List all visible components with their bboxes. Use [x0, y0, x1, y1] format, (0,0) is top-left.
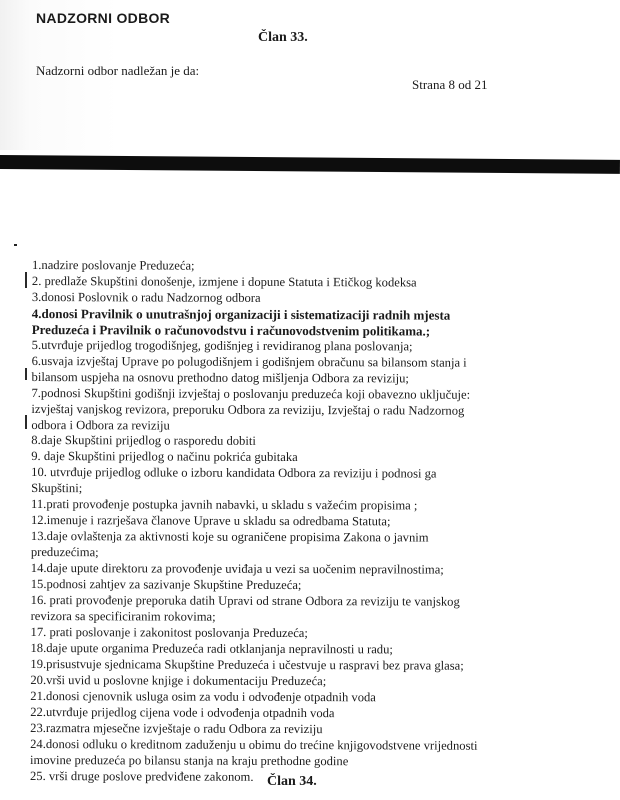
duty-item-line: 8.daje Skupštini prijedlog o rasporedu dobiti — [31, 433, 256, 449]
duty-item-line: izvještaj vanjskog revizora, preporuku Odbora za reviziju, Izvještaj o radu Nadzornog — [31, 401, 465, 418]
scan-divider-band — [0, 155, 620, 174]
duty-item-line: 1.nadzire poslovanje Preduzeća; — [31, 258, 195, 273]
duty-item — [30, 689, 602, 707]
duty-item — [31, 386, 603, 436]
duty-item — [30, 737, 602, 771]
duty-item-line: 23.razmatra mjesečne izvještaje o radu Odbora za reviziju — [30, 720, 323, 736]
next-article-title: Član 34. — [267, 774, 317, 789]
duty-item-line: 24.donosi odluku o kreditnom zaduženju u obimu do trećine knjigovodstvene vrijednosti — [30, 736, 478, 753]
duty-item-line: 15.podnosi zahtjev za sazivanje Skupštine Preduzeća; — [30, 577, 302, 593]
duty-item — [30, 721, 602, 739]
duty-item-line: bilansom uspjeha na osnovu prethodno datog mišljenja Odbora za reviziju; — [31, 369, 409, 386]
section-heading: NADZORNI ODBOR — [36, 10, 171, 26]
duty-item-line: 16. prati provođenje preporuka datih Upravi od strane Odbora za reviziju te vanjskog — [30, 593, 460, 609]
duty-item-line: 3.donosi Poslovnik o radu Nadzornog odbora — [31, 289, 261, 305]
duty-item-line: 21.donosi cjenovnik usluga osim za vodu i odvođenje otpadnih voda — [30, 688, 376, 705]
duty-item — [32, 338, 604, 356]
revision-margin-bar — [25, 272, 27, 288]
duty-item-line: 9. daje Skupštini prijedlog o načinu pokrića gubitaka — [31, 449, 298, 465]
revision-margin-bar — [25, 368, 27, 380]
duty-item-line: 22.utvrđuje prijedlog cijena vode i odvođenja otpadnih voda — [30, 704, 335, 720]
revision-margin-bar — [25, 415, 27, 429]
duty-item-line: 20.vrši uvid u poslovne knjige i dokumentaciju Preduzeća; — [30, 672, 327, 688]
duty-item-line: 2. predlaže Skupštini donošenje, izmjene i dopune Statuta i Etičkog kodeksa — [31, 273, 417, 290]
duty-item-line: imovine preduzeća po bilansu stanja na kraju prethodne godine — [30, 752, 349, 768]
duty-item-line: Skupštini; — [31, 481, 83, 496]
duty-item-line: 7.podnosi Skupštini godišnji izvještaj o poslovanju preduzeća koji obavezno uključuje: — [31, 385, 471, 402]
duty-item-line: 5.utvrđuje prijedlog trogodišnjeg, godišnjeg i revidiranog plana poslovanja; — [31, 337, 413, 354]
duty-item — [32, 306, 604, 340]
duties-list — [30, 258, 604, 787]
duty-item — [30, 641, 602, 659]
duty-item-line: 18.daje upute organima Preduzeća radi otklanjanja nepravilnosti u radu; — [30, 640, 393, 657]
duty-item-line: 17. prati poslovanje i zakonitost poslovanja Preduzeća; — [30, 624, 308, 640]
duty-item-line: 13.daje ovlaštenja za aktivnosti koje su ograničene propisima Zakona o javnim — [30, 529, 429, 545]
duty-item — [30, 657, 602, 675]
duty-item — [30, 673, 602, 691]
duty-item-line: 25. vrši druge poslove predviđene zakonom. — [29, 768, 254, 784]
duty-item-line: 11.prati provođenje postupka javnih nabavki, u skladu s važećim propisima ; — [31, 497, 418, 513]
duty-item — [31, 593, 603, 627]
duty-item-line: 19.prisustvuje sjednicama Skupštine Preduzeća i učestvuje u raspravi bez prava glasa; — [30, 656, 464, 673]
duty-item-line: revizora sa specificiranim rokovima; — [30, 608, 216, 624]
duty-item — [30, 705, 602, 723]
duty-item — [31, 465, 603, 499]
page-number: Strana 8 od 21 — [412, 77, 488, 92]
duty-item-line: odbora i Odbora za reviziju — [31, 417, 170, 433]
duty-item-line: 6.usvaja izvještaj Uprave po polugodišnjem i godišnjem obračunu sa bilansom stanja i — [31, 353, 467, 370]
duty-item-line: 4.donosi Pravilnik o unutrašnjoj organizaciji i sistematizaciji radnih mjesta — [31, 305, 451, 323]
duty-item-line: 14.daje upute direktoru za provođenje uviđaja u vezi sa uočenim nepravilnostima; — [30, 561, 444, 577]
intro-sentence: Nadzorni odbor nadležan je da: — [36, 63, 200, 78]
duty-item-line: Preduzeća i Pravilnik o računovodstvu i računovodstvenim politikama.; — [31, 321, 431, 339]
duty-item-line: preduzećima; — [30, 545, 99, 560]
duty-item — [32, 354, 604, 388]
article-title: Član 33. — [258, 30, 308, 45]
duty-item — [31, 529, 603, 563]
duty-item-line: 10. utvrđuje prijedlog odluke o izboru kandidata Odbora za reviziju i podnosi ga — [31, 465, 437, 481]
scan-artifact — [14, 244, 17, 246]
duty-item-line: 12.imenuje i razrješava članove Uprave u skladu sa odredbama Statuta; — [30, 513, 391, 529]
previous-page-fragment — [0, 0, 620, 150]
